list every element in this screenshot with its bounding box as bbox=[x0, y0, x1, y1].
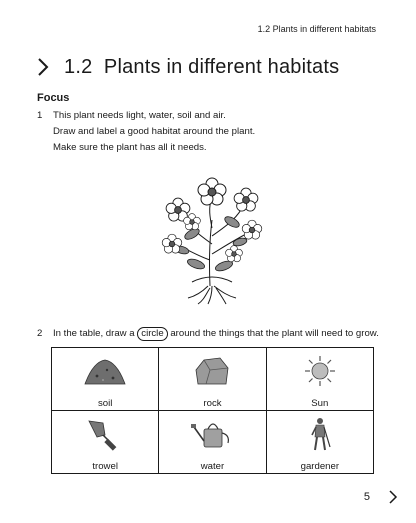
cell-label: soil bbox=[97, 398, 113, 409]
page-title: 1.2 Plants in different habitats bbox=[64, 55, 340, 78]
running-header: 1.2 Plants in different habitats bbox=[257, 24, 376, 34]
question-2 bbox=[37, 326, 379, 342]
next-page-chevron-icon[interactable] bbox=[388, 489, 398, 505]
plant-illustration bbox=[152, 174, 272, 306]
table-cell[interactable] bbox=[266, 348, 373, 411]
page-number: 5 bbox=[363, 491, 370, 503]
table-row bbox=[52, 348, 374, 411]
cell-label: water bbox=[200, 461, 225, 472]
question-line: Draw and label a good habitat around the plant. bbox=[53, 126, 256, 137]
habitat-table bbox=[51, 347, 374, 474]
question-number: 2 bbox=[37, 328, 43, 339]
question-number: 1 bbox=[37, 110, 43, 121]
table-cell[interactable] bbox=[52, 348, 159, 411]
title-row bbox=[34, 55, 339, 79]
chevron-right-icon bbox=[34, 55, 54, 79]
trowel-icon bbox=[83, 417, 127, 451]
sun-icon bbox=[298, 354, 342, 388]
watering-can-icon bbox=[190, 417, 234, 451]
table-cell[interactable] bbox=[159, 348, 266, 411]
table-cell[interactable] bbox=[159, 411, 266, 474]
cell-label: gardener bbox=[300, 461, 340, 472]
rock-icon bbox=[190, 354, 234, 388]
cell-label: Sun bbox=[311, 398, 329, 409]
table-cell[interactable] bbox=[52, 411, 159, 474]
circled-word: circle bbox=[137, 327, 167, 341]
gardener-icon bbox=[298, 417, 342, 451]
soil-icon bbox=[83, 354, 127, 388]
question-line: This plant needs light, water, soil and air. bbox=[53, 110, 226, 121]
cell-label: trowel bbox=[92, 461, 118, 472]
question-line: Make sure the plant has all it needs. bbox=[53, 142, 207, 153]
table-row bbox=[52, 411, 374, 474]
focus-heading: Focus bbox=[37, 92, 70, 104]
cell-label: rock bbox=[203, 398, 222, 409]
question-text-before: In the table, draw a bbox=[53, 328, 138, 339]
table-cell[interactable] bbox=[266, 411, 373, 474]
question-text-after: around the things that the plant will need to grow. bbox=[167, 328, 379, 339]
question-1 bbox=[37, 108, 255, 156]
